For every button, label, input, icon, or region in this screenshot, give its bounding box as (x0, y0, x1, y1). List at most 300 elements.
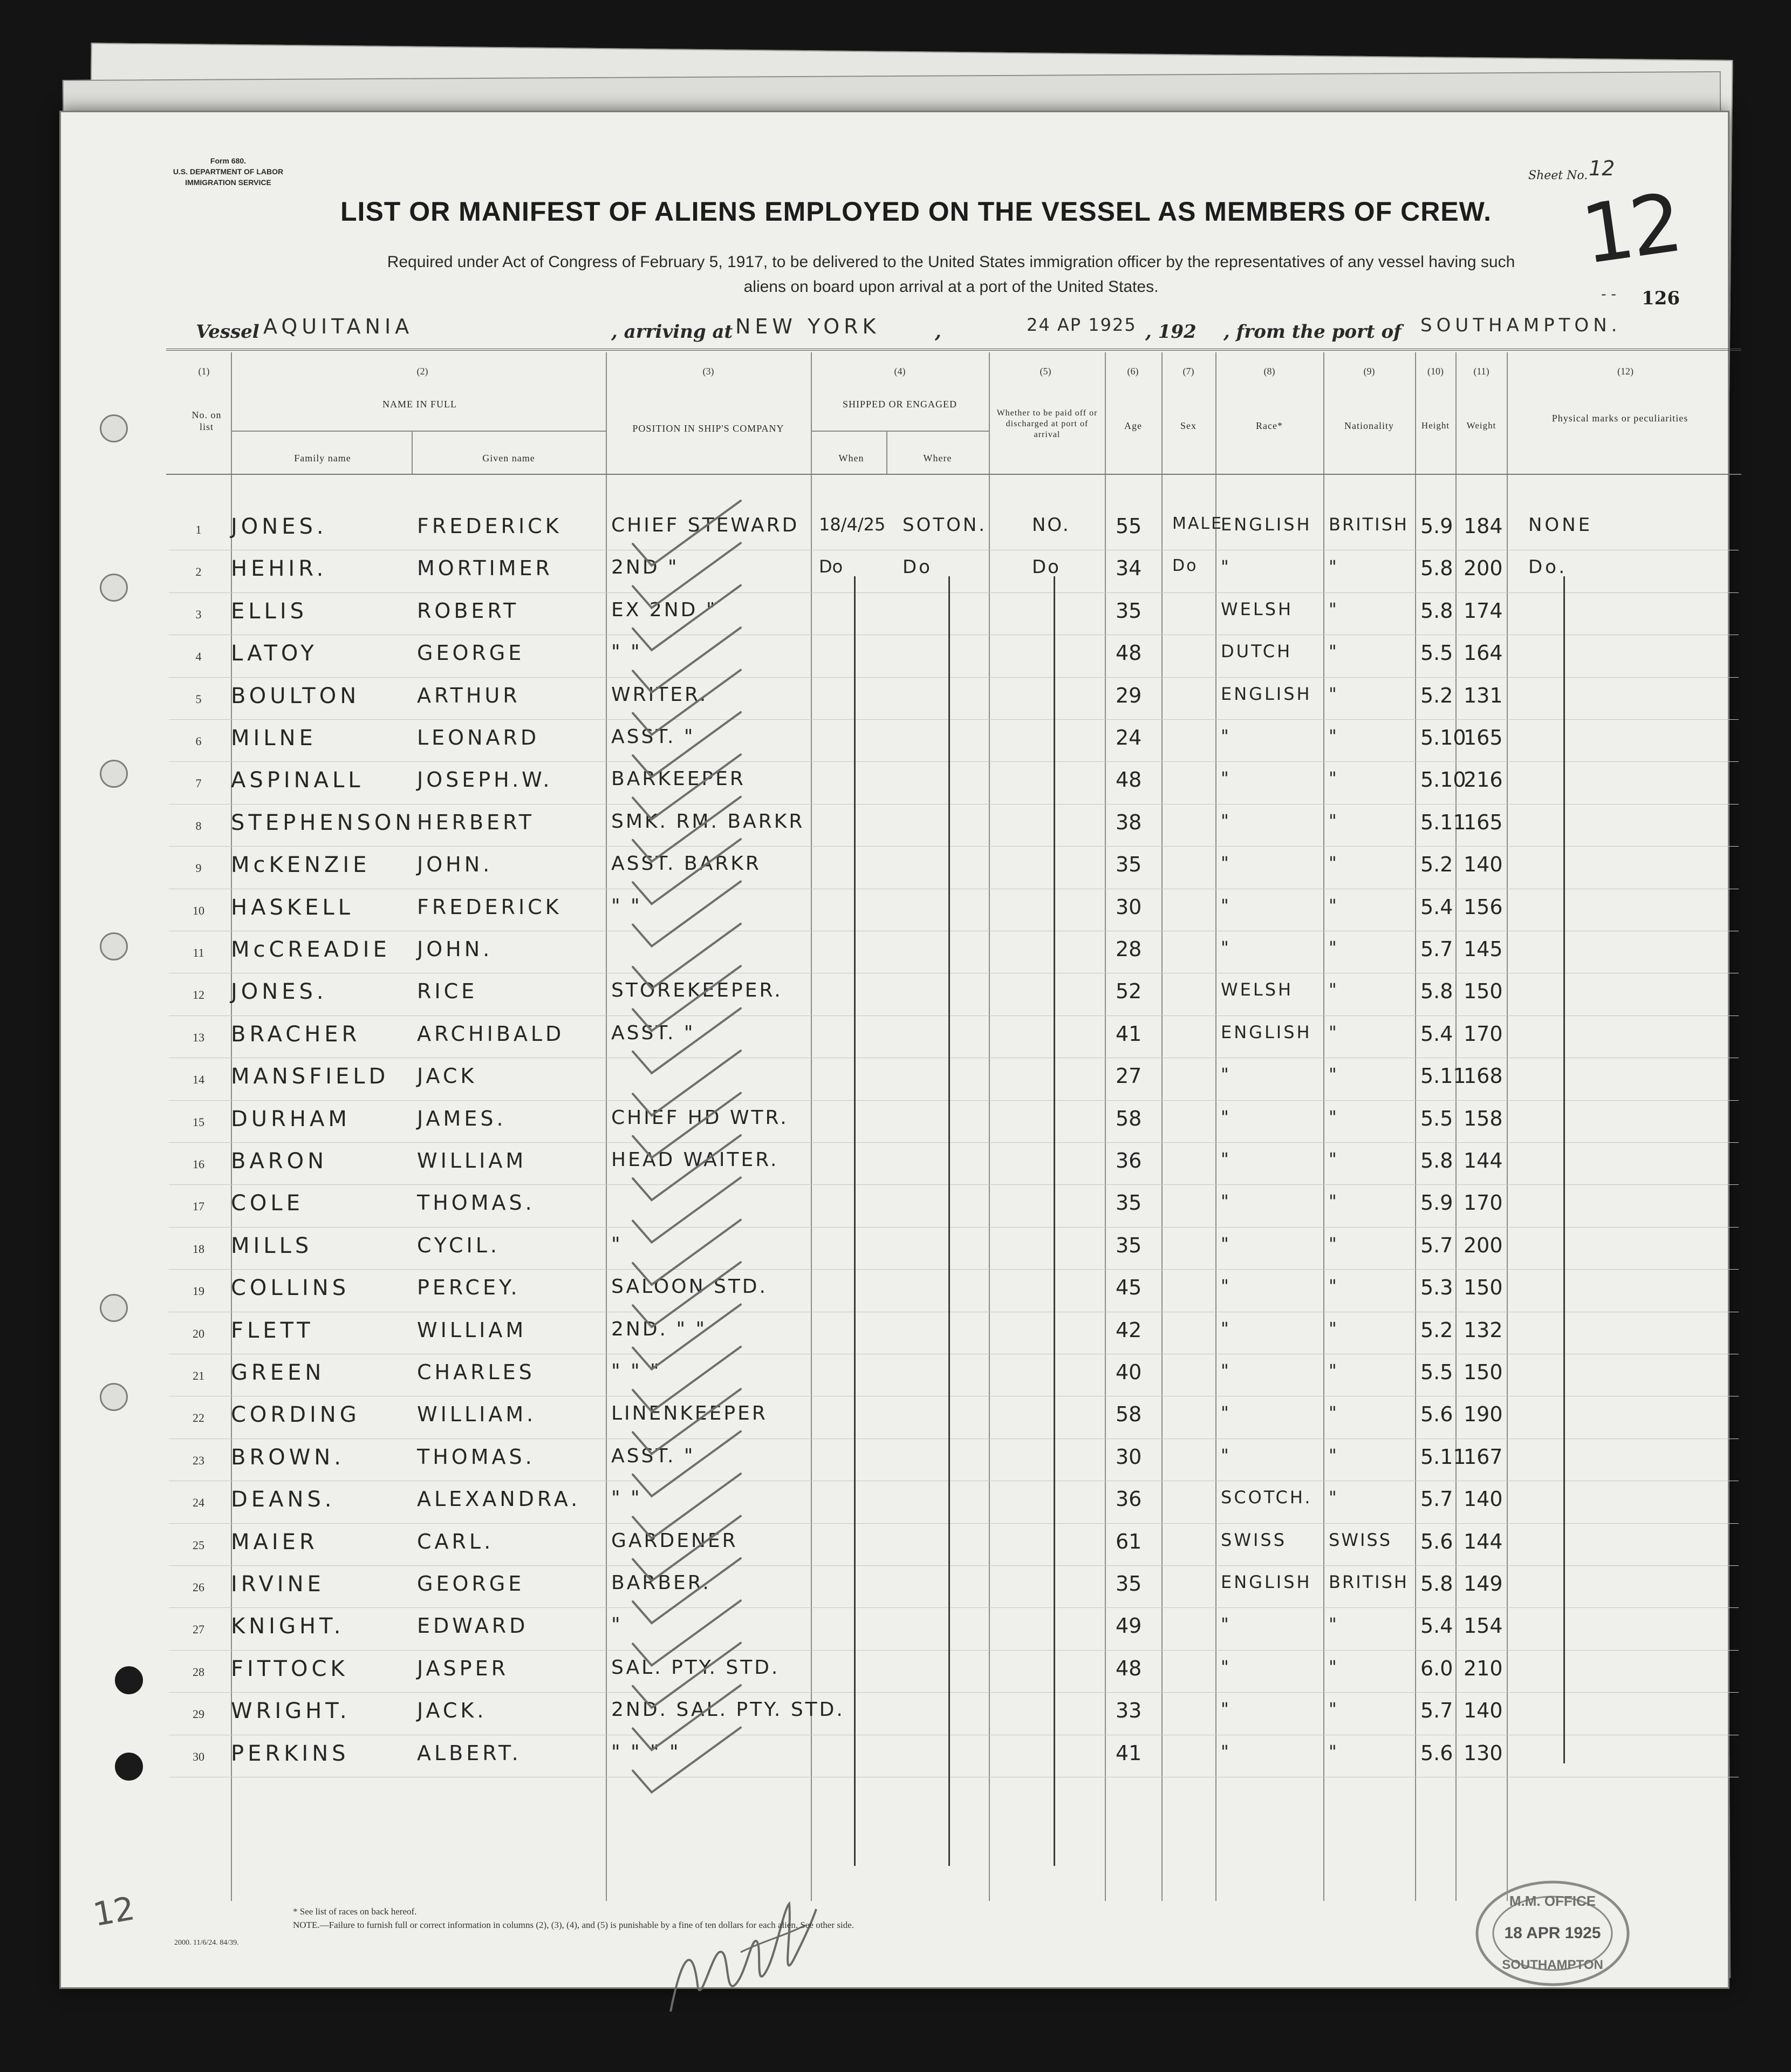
table-row (61, 1440, 1728, 1482)
cell-when: 18/4/25 (819, 514, 886, 535)
cell-age: 41 (1116, 1741, 1142, 1765)
table-row (61, 932, 1728, 974)
cell-position: STOREKEEPER. (611, 979, 783, 1002)
cell-nationality: SWISS (1329, 1529, 1392, 1550)
cell-weight: 216 (1464, 768, 1503, 792)
cell-height: 5.2 (1420, 683, 1453, 707)
cell-marks: NONE (1528, 514, 1593, 536)
header-age: Age (1124, 420, 1142, 431)
column-number: (1) (198, 366, 210, 377)
cell-given: THOMAS. (417, 1444, 535, 1469)
cell-age: 33 (1116, 1699, 1142, 1723)
cell-race: ENGLISH (1221, 1021, 1312, 1042)
cell-age: 35 (1116, 1191, 1142, 1215)
cell-height: 5.7 (1420, 1699, 1453, 1723)
cell-nationality: " (1329, 1318, 1338, 1339)
cell-no: 1 (195, 523, 202, 536)
cell-position: GARDENER (611, 1529, 738, 1552)
cell-no: 29 (193, 1707, 204, 1721)
cell-age: 38 (1116, 810, 1142, 834)
cell-race: " (1221, 768, 1231, 789)
cell-position: SALOON STD. (611, 1276, 768, 1298)
cell-family: CORDING (231, 1402, 360, 1428)
table-row (61, 1143, 1728, 1185)
column-number: (4) (894, 366, 906, 377)
vessel-label: Vessel (196, 321, 259, 343)
cell-race: " (1221, 810, 1231, 831)
office-stamp (1474, 1877, 1631, 1990)
cell-race: SWISS (1221, 1529, 1287, 1550)
table-row (61, 1101, 1728, 1143)
header-weight: Weight (1466, 420, 1496, 431)
cell-marks: Do. (1528, 556, 1568, 578)
cell-weight: 200 (1464, 556, 1503, 581)
cell-family: BROWN. (231, 1444, 345, 1470)
table-row (61, 1482, 1728, 1524)
table-row (61, 1736, 1728, 1778)
cell-given: GEORGE (417, 641, 525, 665)
cell-family: FITTOCK (231, 1656, 348, 1681)
arrival-date: 24 AP 1925 (1027, 315, 1137, 335)
cell-age: 36 (1116, 1487, 1142, 1511)
cell-nationality: " (1329, 1021, 1338, 1042)
cell-race: " (1221, 853, 1231, 874)
cell-race: " (1221, 1276, 1231, 1297)
header-nationality: Nationality (1344, 420, 1394, 431)
cell-weight: 150 (1464, 1276, 1503, 1300)
cell-height: 5.11 (1420, 1444, 1466, 1469)
cell-no: 11 (193, 946, 204, 959)
cell-age: 40 (1116, 1360, 1142, 1384)
comma: , (935, 321, 941, 343)
inspector-signature (660, 1877, 822, 2028)
cell-weight: 130 (1464, 1741, 1503, 1765)
cell-race: " (1221, 1741, 1231, 1762)
cell-family: JONES. (231, 979, 327, 1005)
header-rule (231, 431, 606, 432)
cell-family: McKENZIE (231, 853, 371, 878)
cell-position: SAL. PTY. STD. (611, 1656, 780, 1679)
cell-weight: 210 (1464, 1656, 1503, 1680)
cell-weight: 154 (1464, 1614, 1503, 1638)
cell-family: FLETT (231, 1318, 314, 1343)
cell-height: 6.0 (1420, 1656, 1453, 1680)
cell-height: 5.7 (1420, 1487, 1453, 1511)
cell-no: 14 (193, 1073, 204, 1087)
cell-family: STEPHENSON (231, 810, 415, 835)
cell-race: WELSH (1221, 979, 1294, 1000)
cell-weight: 131 (1464, 683, 1503, 707)
cell-nationality: " (1329, 1402, 1338, 1423)
cell-position: CHIEF HD WTR. (611, 1106, 789, 1129)
table-row (61, 720, 1728, 762)
cell-age: 35 (1116, 1572, 1142, 1596)
cell-paid: NO. (1032, 514, 1070, 536)
header-when: When (838, 453, 864, 464)
table-row (61, 1651, 1728, 1693)
cell-weight: 140 (1464, 1487, 1503, 1511)
cell-nationality: " (1329, 810, 1338, 831)
cell-height: 5.4 (1420, 1021, 1453, 1046)
cell-family: COLE (231, 1191, 304, 1216)
cell-family: BOULTON (231, 683, 360, 708)
cell-height: 5.6 (1420, 1529, 1453, 1553)
cell-race: ENGLISH (1221, 683, 1312, 704)
cell-family: MAIER (231, 1529, 318, 1555)
dash-mark: - - (1601, 285, 1616, 303)
cell-height: 5.11 (1420, 810, 1466, 834)
cell-height: 5.6 (1420, 1741, 1453, 1765)
cell-given: ROBERT (417, 598, 519, 623)
ditto-line-when (854, 576, 856, 1866)
column-number: (10) (1427, 366, 1444, 377)
cell-family: MILNE (231, 726, 317, 751)
cell-weight: 158 (1464, 1106, 1503, 1130)
cell-weight: 145 (1464, 937, 1503, 961)
cell-nationality: " (1329, 1106, 1338, 1127)
cell-height: 5.8 (1420, 556, 1453, 581)
cell-age: 49 (1116, 1614, 1142, 1638)
cell-given: ARTHUR (417, 683, 521, 707)
cell-age: 35 (1116, 1233, 1142, 1257)
table-row (61, 1566, 1728, 1608)
header-name-in-full: NAME IN FULL (382, 399, 457, 410)
cell-age: 41 (1116, 1021, 1142, 1046)
table-row (61, 509, 1728, 551)
table-row (61, 1397, 1728, 1439)
column-number: (7) (1182, 366, 1194, 377)
cell-nationality: " (1329, 1741, 1338, 1762)
stamp-office: M.M. OFFICE (1509, 1893, 1596, 1909)
table-row (61, 1059, 1728, 1101)
column-number: (8) (1263, 366, 1275, 377)
cell-family: COLLINS (231, 1276, 350, 1301)
cell-sex: Do (1172, 556, 1198, 576)
cell-no: 23 (193, 1453, 204, 1467)
cell-position: " " (611, 641, 642, 664)
cell-age: 48 (1116, 1656, 1142, 1680)
cell-nationality: " (1329, 1444, 1338, 1466)
cell-age: 36 (1116, 1149, 1142, 1173)
cell-age: 24 (1116, 726, 1142, 749)
check-mark (633, 1728, 741, 1792)
cell-position: " " (611, 895, 642, 917)
table-row (61, 974, 1728, 1016)
sheet-label: Sheet No. (1528, 169, 1588, 182)
cell-height: 5.11 (1420, 1064, 1466, 1088)
cell-race: " (1221, 1191, 1231, 1212)
header-where: Where (923, 453, 952, 464)
cell-weight: 200 (1464, 1233, 1503, 1257)
table-row (61, 636, 1728, 678)
cell-nationality: " (1329, 1064, 1338, 1085)
cell-no: 27 (193, 1623, 204, 1637)
cell-nationality: " (1329, 726, 1338, 746)
table-row (61, 594, 1728, 636)
cell-given: JACK. (417, 1699, 487, 1723)
cell-age: 34 (1116, 556, 1142, 581)
cell-given: JOHN. (417, 853, 493, 877)
margin-mark: 12 (90, 1889, 138, 1934)
manifest-page (59, 111, 1730, 1989)
cell-race: " (1221, 556, 1231, 577)
cell-weight: 190 (1464, 1402, 1503, 1427)
cell-position: SMK. RM. BARKR (611, 810, 805, 833)
table-row (61, 1355, 1728, 1397)
cell-weight: 167 (1464, 1444, 1503, 1469)
table-top-rule (166, 349, 1741, 351)
cell-height: 5.9 (1420, 1191, 1453, 1215)
cell-family: MANSFIELD (231, 1064, 389, 1089)
cell-no: 24 (193, 1496, 204, 1510)
column-number: (6) (1127, 366, 1139, 377)
cell-given: GEORGE (417, 1572, 525, 1596)
cell-weight: 150 (1464, 1360, 1503, 1384)
cell-race: " (1221, 1360, 1231, 1381)
cell-no: 3 (195, 607, 202, 621)
cell-race: " (1221, 1699, 1231, 1720)
cell-position: " " " " (611, 1741, 681, 1763)
cell-race: ENGLISH (1221, 514, 1312, 535)
cell-weight: 140 (1464, 1699, 1503, 1723)
cell-age: 35 (1116, 598, 1142, 623)
cell-position: HEAD WAITER. (611, 1149, 779, 1171)
cell-race: " (1221, 726, 1231, 746)
cell-race: " (1221, 1233, 1231, 1254)
cell-family: IRVINE (231, 1572, 325, 1597)
cell-no: 4 (195, 650, 202, 664)
table-row (61, 1313, 1728, 1355)
from-port: SOUTHAMPTON. (1420, 315, 1622, 336)
cell-family: HEHIR. (231, 556, 327, 582)
cell-family: BARON (231, 1149, 328, 1174)
cell-height: 5.5 (1420, 641, 1453, 665)
cell-height: 5.9 (1420, 514, 1453, 538)
ditto-line-marks (1563, 576, 1565, 1763)
cell-race: WELSH (1221, 598, 1294, 619)
cell-given: LEONARD (417, 726, 540, 749)
cell-height: 5.5 (1420, 1106, 1453, 1130)
header-family-name: Family name (294, 453, 351, 464)
cell-given: CYCIL. (417, 1233, 500, 1257)
cell-given: EDWARD (417, 1614, 529, 1638)
cell-race: " (1221, 1614, 1231, 1635)
table-row (61, 551, 1728, 593)
cell-race: " (1221, 1656, 1231, 1677)
from-port-label: , from the port of (1223, 321, 1402, 343)
cell-race: " (1221, 1106, 1231, 1127)
cell-family: HASKELL (231, 895, 354, 920)
footnote-races: * See list of races on back hereof. (293, 1906, 417, 1917)
cell-nationality: " (1329, 1487, 1338, 1508)
cell-weight: 170 (1464, 1021, 1503, 1046)
cell-family: JONES. (231, 514, 327, 539)
column-divider (886, 431, 887, 474)
arriving-port: NEW YORK (735, 315, 880, 338)
cell-family: McCREADIE (231, 937, 391, 962)
cell-position: " " (611, 1487, 642, 1510)
cell-given: CHARLES (417, 1360, 535, 1384)
cell-weight: 165 (1464, 726, 1503, 749)
cell-height: 5.7 (1420, 937, 1453, 961)
header-height: Height (1421, 420, 1450, 431)
year-printed: , 192 (1145, 321, 1197, 343)
header-position: POSITION IN SHIP'S COMPANY (632, 423, 784, 434)
cell-age: 45 (1116, 1276, 1142, 1300)
vessel-line (196, 315, 1733, 347)
table-body-top-rule (166, 474, 1741, 475)
cell-age: 52 (1116, 979, 1142, 1004)
vessel-name: AQUITANIA (263, 315, 414, 338)
cell-position: " (611, 1614, 623, 1637)
cell-no: 30 (193, 1749, 204, 1763)
cell-height: 5.8 (1420, 979, 1453, 1004)
cell-height: 5.4 (1420, 1614, 1453, 1638)
ditto-line-where (948, 576, 950, 1866)
cell-weight: 170 (1464, 1191, 1503, 1215)
cell-nationality: " (1329, 1360, 1338, 1381)
cell-height: 5.10 (1420, 768, 1466, 792)
cell-no: 22 (193, 1411, 204, 1425)
cell-nationality: " (1329, 598, 1338, 619)
cell-given: THOMAS. (417, 1191, 535, 1215)
cell-weight: 184 (1464, 514, 1503, 538)
header-physical-marks: Physical marks or peculiarities (1551, 413, 1689, 424)
cell-height: 5.8 (1420, 1149, 1453, 1173)
cell-no: 9 (195, 861, 202, 875)
cell-family: ELLIS (231, 598, 308, 624)
cell-family: GREEN (231, 1360, 325, 1385)
cell-age: 58 (1116, 1106, 1142, 1130)
cell-weight: 144 (1464, 1149, 1503, 1173)
cell-no: 25 (193, 1538, 204, 1552)
cell-age: 48 (1116, 768, 1142, 792)
table-row (61, 1270, 1728, 1312)
cell-nationality: " (1329, 768, 1338, 789)
cell-weight: 165 (1464, 810, 1503, 834)
cell-age: 29 (1116, 683, 1142, 707)
cell-race: " (1221, 1444, 1231, 1466)
cell-family: MILLS (231, 1233, 313, 1258)
table-row (61, 805, 1728, 847)
cell-family: KNIGHT. (231, 1614, 345, 1639)
cell-race: " (1221, 1402, 1231, 1423)
cell-given: MORTIMER (417, 556, 553, 581)
cell-position: ASST. BARKR (611, 853, 761, 875)
cell-height: 5.4 (1420, 895, 1453, 919)
column-number: (3) (702, 366, 714, 377)
cell-given: WILLIAM. (417, 1402, 537, 1427)
cell-nationality: " (1329, 1191, 1338, 1212)
table-row (61, 847, 1728, 889)
header-given-name: Given name (482, 453, 535, 464)
cell-no: 26 (193, 1580, 204, 1594)
cell-position: 2ND " (611, 556, 679, 579)
cell-weight: 149 (1464, 1572, 1503, 1596)
cell-weight: 140 (1464, 853, 1503, 877)
table-row (61, 762, 1728, 805)
sheet-number: 12 (1589, 156, 1615, 180)
page-title: LIST OR MANIFEST OF ALIENS EMPLOYED ON THE VESSEL AS MEMBERS OF CREW. (340, 196, 1492, 227)
cell-no: 15 (193, 1115, 204, 1129)
cell-height: 5.2 (1420, 1318, 1453, 1342)
subtitle-line: Required under Act of Congress of February 5, 1917, to be delivered to the United States immigration officer by the representatives of any vessel having such (387, 253, 1515, 271)
cell-family: BRACHER (231, 1021, 361, 1047)
cell-no: 28 (193, 1665, 204, 1679)
cell-weight: 156 (1464, 895, 1503, 919)
cell-given: JOSEPH.W. (417, 768, 553, 792)
cell-no: 19 (193, 1284, 204, 1298)
cell-given: ARCHIBALD (417, 1021, 565, 1046)
cell-given: CARL. (417, 1529, 494, 1553)
stamp-date: 18 APR 1925 (1504, 1924, 1601, 1942)
cell-no: 16 (193, 1157, 204, 1171)
cell-position: WRITER. (611, 683, 708, 706)
cell-position: EX 2ND " (611, 598, 717, 621)
header-paid-off: Whether to be paid off or discharged at port of arrival (996, 408, 1098, 439)
cell-nationality: BRITISH (1329, 514, 1409, 535)
cell-height: 5.10 (1420, 726, 1466, 749)
form-number: Form 680. (210, 156, 247, 165)
arriving-label: , arriving at (611, 321, 733, 343)
cell-when: Do (819, 556, 843, 577)
cell-race: " (1221, 937, 1231, 958)
cell-family: PERKINS (231, 1741, 350, 1766)
cell-nationality: " (1329, 979, 1338, 1000)
table-row (61, 1524, 1728, 1566)
cell-where: Do (903, 556, 932, 578)
cell-nationality: " (1329, 895, 1338, 916)
cell-height: 5.8 (1420, 1572, 1453, 1596)
sheet-number-large: 12 (1576, 176, 1685, 283)
cell-height: 5.2 (1420, 853, 1453, 877)
table-row (61, 1185, 1728, 1228)
cell-given: ALBERT. (417, 1741, 522, 1765)
cell-sex: MALE (1172, 514, 1223, 533)
cell-age: 28 (1116, 937, 1142, 961)
cell-nationality: " (1329, 556, 1338, 577)
footnote-penalty: NOTE.—Failure to furnish full or correct information in columns (2), (3), (4), and (5) is punishable by a fine of ten dollars for each alien. See other side. (293, 1920, 855, 1930)
cell-given: WILLIAM (417, 1318, 527, 1342)
page-number: 126 (1642, 288, 1680, 309)
cell-nationality: " (1329, 683, 1338, 704)
cell-weight: 144 (1464, 1529, 1503, 1553)
cell-position: 2ND. " " (611, 1318, 707, 1340)
cell-age: 55 (1116, 514, 1142, 538)
table-row (61, 1693, 1728, 1735)
cell-family: DEANS. (231, 1487, 336, 1512)
cell-weight: 164 (1464, 641, 1503, 665)
cell-no: 21 (193, 1369, 204, 1382)
column-number: (5) (1040, 366, 1051, 377)
department-name: U.S. DEPARTMENT OF LABOR (173, 167, 284, 176)
cell-race: " (1221, 1064, 1231, 1085)
cell-paid: Do (1032, 556, 1061, 578)
cell-age: 27 (1116, 1064, 1142, 1088)
column-number: (11) (1473, 366, 1489, 377)
form-identification (161, 155, 296, 188)
cell-age: 61 (1116, 1529, 1142, 1553)
cell-height: 5.5 (1420, 1360, 1453, 1384)
cell-given: RICE (417, 979, 478, 1004)
cell-position: LINENKEEPER (611, 1402, 768, 1425)
cell-position: ASST. " (611, 1444, 695, 1467)
header-sex: Sex (1180, 420, 1197, 431)
cell-nationality: " (1329, 1614, 1338, 1635)
cell-position: 2ND. SAL. PTY. STD. (611, 1699, 845, 1721)
cell-family: ASPINALL (231, 768, 364, 793)
cell-no: 8 (195, 819, 202, 833)
